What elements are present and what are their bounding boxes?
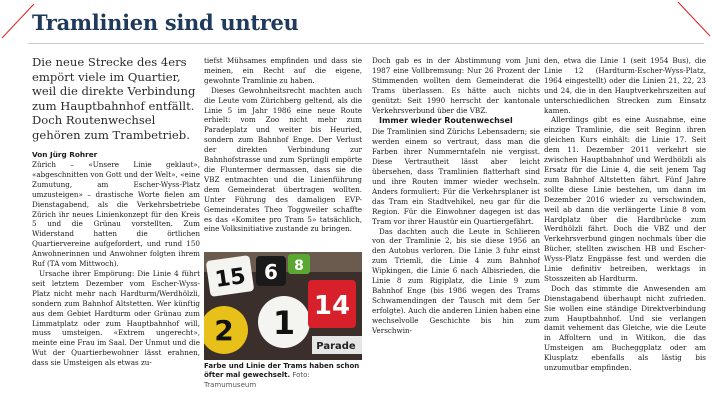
article-column-1	[32, 160, 200, 410]
plate-number: 1	[272, 304, 296, 342]
article-column-3	[372, 56, 540, 410]
plate-number: 2	[214, 314, 234, 347]
photo-caption	[204, 362, 362, 390]
paragraph: den, etwa die Linie 1 (seit 1954 Bus), die Linie 12 (Hardturm-Escher-Wyss-Platz, 1964 eingestellt) oder die Linien 21, 22, 23 und 24, die in den Hauptverkehrszeiten auf unterschiedlichen Strecken zum Einsatz kamen.	[544, 56, 706, 115]
photo-credit: Foto: Tramumuseum	[204, 371, 310, 389]
paragraph: Allerdings gibt es eine Ausnahme, eine einzige Tramlinie, die seit Beginn ihren gleichen Kurs einhält: die Linie 17. Seit dem 11. Dezember 2011 verkehrt sie zwischen Hauptbahnhof und Werdhölzli als Ersatz für die Linie 4, die seit jenem Tag zum Bahnhof Altstetten fährt. Fünf Jahre sollte diese Linie bestehen, um dann im Dezember 2016 wieder zu verschwinden, weil ab dann die verlängerte Linie 8 vom Hardplatz über die Hardbrücke zum Werdhölzli fährt. Doch die VBZ und der Verkehrsverbund gingen nochmals über die Bücher, stellten zwischen HB und Escher-Wyss-Platz Engpässe fest und werden die Linie definitiv betreiben, werktags in Stosszeiten ab Hardturm.	[544, 115, 706, 283]
subheading: Immer wieder Routenwechsel	[379, 116, 513, 126]
plate-number: 6	[264, 260, 278, 284]
plate-14	[308, 280, 356, 328]
destination-sign	[312, 336, 362, 354]
plate-number: 8	[294, 258, 304, 274]
plate-number: 15	[213, 263, 248, 293]
headline: Tramlinien sind untreu	[32, 10, 299, 35]
paragraph: Die Tramlinien sind Zürichs Lebensadern; sie werden einem so vertraut, dass man die Farben ihrer Nummerntafeln nie vergisst. Diese Vertrautheit lässt aber leicht übersehen, dass Tramlinien flatterhaft sind und ihre Routen immer wieder wechseln. Anders formuliert: Für die Verkehrsplaner ist das Tram ein Stadtvehikel, neu gar für die Region. Für die Einwohner dagegen ist das Tram vor ihrer Haustür ein Quartiergefährt.	[372, 127, 540, 226]
article-column-4	[544, 56, 706, 410]
lead-paragraph: Die neue Strecke des 4ers empört viele im Quartier, weil die direkte Verbindung zum Hauptbahnhof entfällt. Doch Routenwechsel gehören zum Trambetrieb.	[32, 55, 196, 142]
paragraph: Dieses Gewohnheitsrecht machten auch die Leute vom Zürichberg geltend, als die Linie 5 im Jahr 1986 eine neue Route erhielt: vom Zoo nicht mehr zum Paradeplatz und weiter bis Heuried, sondern zum Bahnhof Enge. Der Verlust der direkten Verbindung zur Bahnhofstrasse und zum Sprüngli empörte die Fluntermer dermassen, dass sie die VBZ entmachten und die Linienführung dem Gemeinderat übertragen wollten. Unter Führung des damaligen EVP-Gemeinderates Theo Toggweiler schaffte es das «Komitee pro Tram 5» tatsächlich, eine Volksinitiative zustande zu bringen.	[204, 85, 362, 234]
plate-15	[206, 255, 255, 297]
caption-text: Farbe und Linie der Trams haben schon öfter mal gewechselt.	[204, 362, 360, 380]
paragraph: Doch gab es in der Abstimmung vom Juni 1987 eine Vollbremsung: Nur 26 Prozent der Stimmenden wollten dem Gemeinderat die Trams überlassen. Es hätte auch nichts genützt: Seit 1990 herrscht der kantonale Verkehrsverbund über die VBZ.	[372, 56, 540, 115]
author-byline: Von Jürg Rohrer	[32, 150, 98, 159]
plate-1	[258, 296, 310, 348]
paragraph: Ursache ihrer Empörung: Die Linie 4 führt seit letztem Dezember vom Escher-Wyss-Platz nicht mehr nach Hardturm/Werdhölzli, sondern zum Bahnhof Altstetten. Wer künftig aus dem Gebiet Hardturm oder Grünau zum Limmatplatz oder zum Hauptbahnhof will, muss umsteigen. «Extrem ungerecht», meinte eine Frau im Saal. Der Unmut und die Wut der Quartierbewohner lässt erahnen, dass sie Umsteigen als etwas zu-	[32, 268, 200, 368]
paragraph: Zürich – «Unsere Linie geklaut», «abgeschnitten von Gott und der Welt», «eine Zumutung, am Escher-Wyss-Platz umzusteigen» – drastische Worte fielen am Dienstagabend, als die Verkehrsbetriebe Zürich ihr neues Linienkonzept für den Kreis 5 und die Grünau vorstellten. Zum Widerstand hatten die örtlichen Quartiervereine aufgefordert, und rund 150 Anwohnerinnen und Anwohner folgten ihrem Ruf (TA vom Mittwoch).	[32, 160, 200, 269]
plate-8	[288, 254, 310, 274]
header-divider	[28, 43, 704, 44]
paragraph: Doch das stimmte die Anwesenden am Dienstagabend überhaupt nicht zufrieden. Sie wollen eine ständige Direktverbindung zum Hauptbahnhof. Und sie verlangen damit vehement das Gleiche, wie die Leute in Affoltern und in Witikon, die das Umsteigen am Bucheggplatz oder am Klusplatz ebenfalls als lästig bis unzumutbar empfinden.	[544, 283, 706, 373]
paragraph: tiefst Mühsames empfinden und dass sie meinen, ein Recht auf die eigene, gewohnte Tramlinie zu haben.	[204, 56, 362, 85]
plate-6	[256, 256, 286, 286]
crop-mark-top-right	[672, 0, 712, 40]
plate-number: 14	[313, 291, 351, 321]
paragraph: Das dachten auch die Leute in Schlieren von der Tramlinie 2, bis sie diese 1956 an den Autobus verloren. Die Linie 3 fuhr einst zum Triemli, die Linie 4 zum Bahnhof Wipkingen, die Linie 6 nach Albisrieden, die Linie 8 zum Rigiplatz, die Linie 9 zum Bahnhof Enge (bis 1986 wegen des Trams Schwamendingen der Tausch mit dem 5er erfolgte). Auch die anderen Linien haben eine wechselvolle Geschichte bis hin zum Verschwin-	[372, 226, 540, 335]
tram-number-plates-photo	[204, 252, 362, 360]
photo-illustration	[204, 252, 362, 360]
article-column-2	[204, 56, 362, 246]
sign-text: Parade	[316, 341, 356, 352]
